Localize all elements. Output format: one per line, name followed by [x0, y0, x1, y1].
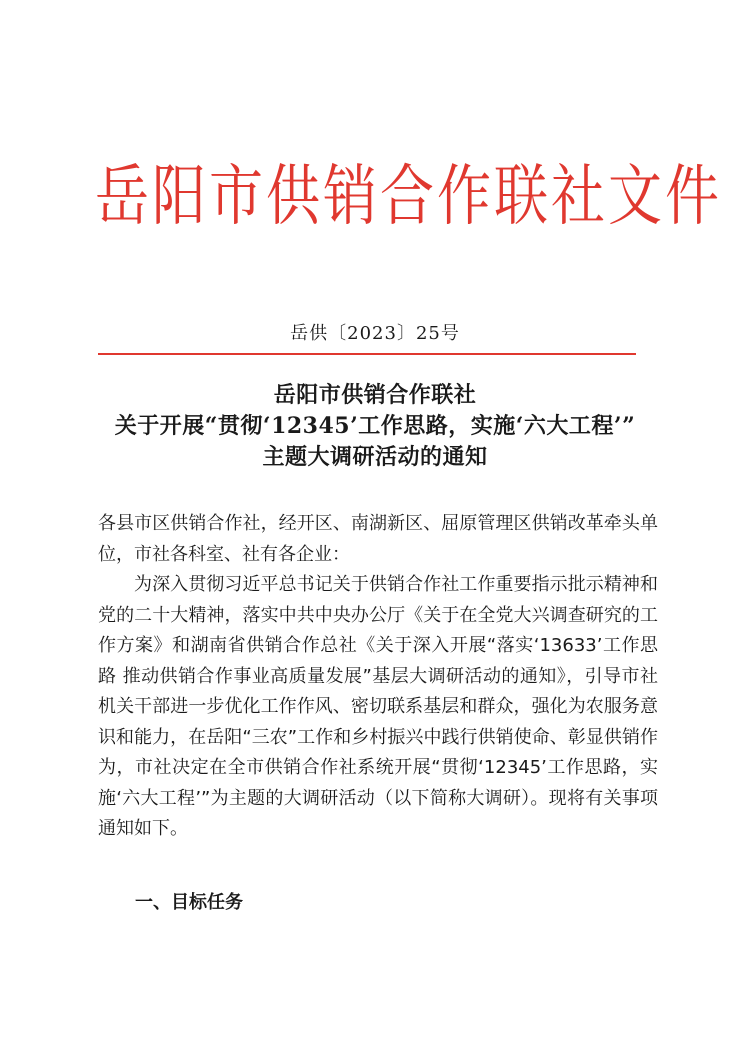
- document-number: 岳供〔2023〕25号: [290, 323, 460, 344]
- salutation: 各县市区供销合作社，经开区、南湖新区、屈原管理区供销改革牵头单位，市社各科室、社有各企业：: [98, 513, 658, 565]
- title-line-3: 主题大调研活动的通知: [262, 444, 488, 470]
- body-paragraph: 为深入贯彻习近平总书记关于供销合作社工作重要指示批示精神和党的二十大精神，落实中共中央办公厅《关于在全党大兴调查研究的工作方案》和湖南省供销合作总社《关于深入开展“落实‘13633’工作思路 推动供销合作事业高质量发展”基层大调研活动的通知》，引导市社机关干部进一步优化工作作风、密切联系基层和群众，强化为农服务意识和能力，在岳阳“三农”工作和乡村振兴中践行供销使命、彰显供销作为，市社决定在全市供销合作社系统开展“贯彻‘12345’工作思路，实施‘六大工程’”为主题的大调研活动（以下简称大调研）。现将有关事项通知如下。: [98, 574, 658, 839]
- notice-body: [98, 509, 658, 845]
- notice-title: [0, 380, 750, 473]
- red-divider-line: [98, 353, 636, 355]
- masthead-title: 岳阳市供销合作联社文件: [95, 157, 722, 235]
- title-line-2: 关于开展“贯彻‘12345’工作思路，实施‘六大工程’”: [114, 413, 636, 439]
- section-heading: 一、目标任务: [135, 892, 243, 913]
- title-line-1: 岳阳市供销合作联社: [273, 382, 477, 408]
